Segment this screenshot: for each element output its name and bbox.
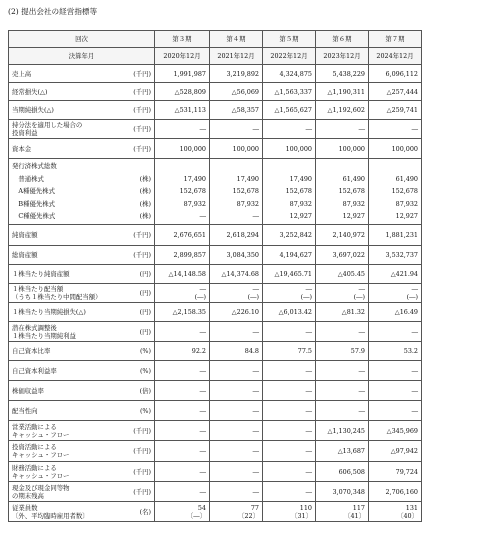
value-line: (―) [247, 293, 259, 301]
table-row [9, 159, 422, 225]
table-row [9, 265, 422, 284]
value-cell: ― [369, 381, 422, 401]
value-cell: 6,096,112 [369, 65, 422, 83]
value-cell: 100,000 [263, 139, 316, 159]
row-unit: (円) [119, 284, 155, 303]
value-cell [155, 159, 210, 225]
value-cell: △1,190,311 [316, 83, 369, 101]
row-label [9, 303, 119, 322]
value-cell: △97,942 [369, 441, 422, 462]
value-cell: 100,000 [155, 139, 210, 159]
row-label-line: 経常損失(△) [12, 87, 48, 96]
value-line: 77 [250, 503, 259, 512]
row-label-line: 当期純損失(△) [12, 106, 54, 114]
value-line: ― [199, 285, 206, 293]
value-cell [316, 502, 369, 522]
row-unit-line: (株) [139, 187, 151, 196]
row-label-line: の期末残高 [12, 491, 44, 500]
value-cell: ― [210, 421, 263, 441]
value-cell: ― [210, 482, 263, 502]
table-row [9, 303, 422, 322]
value-cell: ― [369, 401, 422, 421]
value-cell: ― [210, 322, 263, 342]
value-cell: ― [369, 322, 422, 342]
value-cell: ― [155, 361, 210, 381]
row-label-line: 株価収益率 [12, 386, 44, 395]
row-unit-line [121, 160, 152, 173]
value-cell: ― [155, 120, 210, 139]
value-cell: ― [155, 322, 210, 342]
value-line: 〔41〕 [344, 511, 365, 520]
row-label-line: B種優先株式 [12, 199, 56, 208]
value-cell: 79,724 [369, 462, 422, 482]
value-cell: ― [263, 421, 316, 441]
row-unit [119, 159, 155, 225]
row-label-line: 自己資本比率 [12, 347, 51, 355]
row-unit: (名) [119, 502, 155, 522]
row-unit: (千円) [119, 65, 155, 83]
value-line: 61,490 [342, 174, 365, 183]
row-label [9, 265, 119, 284]
value-line: 87,932 [289, 199, 312, 208]
table-row [9, 284, 422, 303]
table-row [9, 246, 422, 265]
value-line: 87,932 [183, 199, 206, 208]
value-cell: ― [263, 401, 316, 421]
row-label [9, 381, 119, 401]
header-period: 第６期 [316, 31, 369, 48]
header-period: 第３期 [155, 31, 210, 48]
header-period: 第７期 [369, 31, 422, 48]
header-period: 第５期 [263, 31, 316, 48]
value-line: 152,678 [179, 187, 206, 196]
row-label-line: 投資利益 [12, 129, 38, 137]
row-label [9, 441, 119, 462]
value-cell: ― [210, 401, 263, 421]
row-label [9, 139, 119, 159]
row-unit: (円) [119, 303, 155, 322]
header-fiscal-year: 2020年12月 [155, 48, 210, 65]
value-line: 152,678 [391, 187, 418, 196]
value-cell: 77.5 [263, 342, 316, 361]
value-cell: 53.2 [369, 342, 422, 361]
row-unit: (千円) [119, 246, 155, 265]
header-fiscal-year: 2022年12月 [263, 48, 316, 65]
table-row [9, 462, 422, 482]
header-label-period: 回次 [9, 31, 155, 48]
row-label-line: 純資産額 [12, 231, 38, 239]
value-cell: △226.10 [210, 303, 263, 322]
row-label-line: 総資産額 [12, 251, 38, 259]
row-unit: (千円) [119, 482, 155, 502]
value-cell: ― [263, 441, 316, 462]
row-label-line: 発行済株式総数 [12, 162, 57, 171]
value-line: 87,932 [395, 199, 418, 208]
value-cell: △345,969 [369, 421, 422, 441]
value-line: (―) [406, 293, 418, 301]
value-cell: ― [155, 401, 210, 421]
value-cell: ― [210, 462, 263, 482]
row-label-line: 従業員数 [12, 503, 38, 512]
value-cell: 3,070,348 [316, 482, 369, 502]
value-cell: 2,899,857 [155, 246, 210, 265]
table-row [9, 342, 422, 361]
row-label-line: キャッシュ・フロー [12, 471, 70, 480]
value-cell: 5,438,229 [316, 65, 369, 83]
value-cell: ― [369, 361, 422, 381]
row-unit: (%) [119, 361, 155, 381]
value-cell: △19,465.71 [263, 265, 316, 284]
header-period: 第４期 [210, 31, 263, 48]
value-line: ― [252, 212, 259, 221]
value-cell [369, 284, 422, 303]
row-unit: (千円) [119, 225, 155, 246]
value-cell: 4,324,875 [263, 65, 316, 83]
value-cell [263, 159, 316, 225]
row-label-line: １株当たり配当額 [12, 285, 64, 293]
value-cell: 2,618,294 [210, 225, 263, 246]
financial-indicators-table [8, 30, 422, 522]
value-line: 54 [197, 503, 206, 512]
value-cell: ― [210, 441, 263, 462]
table-row [9, 421, 422, 441]
value-line: 〔―〕 [186, 511, 206, 520]
value-cell: ― [155, 462, 210, 482]
value-cell: 3,252,842 [263, 225, 316, 246]
row-label-line: 配当性向 [12, 406, 38, 415]
value-line [265, 160, 312, 173]
value-cell: △2,158.35 [155, 303, 210, 322]
value-cell [263, 284, 316, 303]
value-cell: 606,508 [316, 462, 369, 482]
value-cell [369, 159, 422, 225]
value-cell: △528,809 [155, 83, 210, 101]
value-line: 117 [352, 503, 365, 512]
value-line: (―) [194, 293, 206, 301]
value-line: ― [411, 285, 418, 293]
table-row [9, 361, 422, 381]
value-cell: 100,000 [210, 139, 263, 159]
row-label-line: 潜在株式調整後 [12, 323, 57, 332]
row-label-line: 〔外、平均臨時雇用者数〕 [12, 511, 89, 520]
value-cell: △257,444 [369, 83, 422, 101]
row-label-line: キャッシュ・フロー [12, 451, 70, 459]
value-cell: △405.45 [316, 265, 369, 284]
table-row [9, 441, 422, 462]
row-unit: (千円) [119, 120, 155, 139]
value-cell: △1,563,337 [263, 83, 316, 101]
value-cell: 100,000 [316, 139, 369, 159]
value-cell: ― [210, 361, 263, 381]
value-cell: ― [155, 421, 210, 441]
row-unit: (%) [119, 401, 155, 421]
value-cell: △6,013.42 [263, 303, 316, 322]
value-cell: △531,113 [155, 101, 210, 120]
header-fiscal-year: 2024年12月 [369, 48, 422, 65]
value-line: 61,490 [395, 174, 418, 183]
value-cell: 2,706,160 [369, 482, 422, 502]
value-line: 〔22〕 [238, 511, 259, 520]
value-line: (―) [353, 293, 365, 301]
row-label [9, 421, 119, 441]
value-line: 〔40〕 [397, 511, 418, 520]
value-line [371, 160, 418, 173]
value-cell: 57.9 [316, 342, 369, 361]
value-cell: 1,881,231 [369, 225, 422, 246]
value-line: 152,678 [338, 187, 365, 196]
value-cell: ― [263, 482, 316, 502]
value-line: ― [358, 285, 365, 293]
value-line: 〔31〕 [291, 511, 312, 520]
value-cell: ― [263, 120, 316, 139]
value-line: 152,678 [285, 187, 312, 196]
row-unit: (千円) [119, 441, 155, 462]
value-cell [263, 502, 316, 522]
value-cell [316, 159, 369, 225]
table-row [9, 139, 422, 159]
value-cell [210, 284, 263, 303]
row-label-line: １株当たり当期純損失(△) [12, 308, 86, 316]
value-line [212, 160, 259, 173]
row-label-line: １株当たり当期純利益 [12, 331, 76, 340]
header-fiscal-year: 2023年12月 [316, 48, 369, 65]
value-line [318, 160, 365, 173]
row-label [9, 322, 119, 342]
value-cell: ― [155, 441, 210, 462]
value-cell: ― [210, 120, 263, 139]
row-label-line: １株当たり純資産額 [12, 270, 70, 278]
row-unit-line: (株) [139, 212, 151, 221]
value-line: 12,927 [342, 212, 365, 221]
row-unit-line: (株) [139, 174, 151, 183]
value-cell: △259,741 [369, 101, 422, 120]
value-line: 110 [299, 503, 312, 512]
header-row-fiscal-year [9, 48, 422, 65]
row-unit: (千円) [119, 139, 155, 159]
row-label [9, 401, 119, 421]
value-cell: ― [263, 361, 316, 381]
value-line: 12,927 [395, 212, 418, 221]
row-label-line: C種優先株式 [12, 212, 56, 221]
value-cell: △16.49 [369, 303, 422, 322]
value-cell: 1,991,987 [155, 65, 210, 83]
value-cell [210, 502, 263, 522]
value-cell: 2,676,651 [155, 225, 210, 246]
value-line: ― [252, 285, 259, 293]
value-line: (―) [300, 293, 312, 301]
value-cell: ― [316, 381, 369, 401]
table-row [9, 225, 422, 246]
row-label-line: 普通株式 [12, 174, 44, 183]
row-label [9, 83, 119, 101]
row-unit-line: (株) [139, 199, 151, 208]
value-cell [210, 159, 263, 225]
row-label [9, 246, 119, 265]
row-unit: (%) [119, 342, 155, 361]
row-label [9, 101, 119, 120]
value-line: 17,490 [183, 174, 206, 183]
table-row [9, 502, 422, 522]
row-unit: (円) [119, 265, 155, 284]
value-cell: △421.94 [369, 265, 422, 284]
value-cell: 2,140,972 [316, 225, 369, 246]
value-cell: △1,565,627 [263, 101, 316, 120]
value-cell: 3,084,350 [210, 246, 263, 265]
row-unit: (千円) [119, 101, 155, 120]
row-label-line: （うち１株当たり中間配当額） [12, 293, 102, 301]
row-label-line: 現金及び現金同等物 [12, 483, 70, 492]
row-label [9, 159, 119, 225]
table-row [9, 120, 422, 139]
value-cell [369, 502, 422, 522]
row-label-line: 資本金 [12, 144, 32, 153]
table-row [9, 101, 422, 120]
table-row [9, 65, 422, 83]
value-cell [316, 284, 369, 303]
value-cell: △1,130,245 [316, 421, 369, 441]
row-label [9, 120, 119, 139]
value-line: 87,932 [342, 199, 365, 208]
row-label [9, 65, 119, 83]
value-cell: ― [316, 322, 369, 342]
row-unit: (千円) [119, 421, 155, 441]
value-cell: 3,219,892 [210, 65, 263, 83]
value-cell: △58,357 [210, 101, 263, 120]
row-label-line: 財務活動による [12, 463, 57, 472]
row-unit: (倍) [119, 381, 155, 401]
row-label-line: 営業活動による [12, 422, 57, 431]
value-line: ― [305, 285, 312, 293]
value-cell: ― [316, 361, 369, 381]
value-cell: 84.8 [210, 342, 263, 361]
value-cell: ― [263, 322, 316, 342]
value-cell: ― [369, 120, 422, 139]
value-cell: △13,687 [316, 441, 369, 462]
value-cell [155, 502, 210, 522]
row-label [9, 482, 119, 502]
value-line: 12,927 [289, 212, 312, 221]
value-cell: 100,000 [369, 139, 422, 159]
row-label [9, 502, 119, 522]
table-row [9, 381, 422, 401]
row-label [9, 342, 119, 361]
row-label-line: 売上高 [12, 69, 32, 78]
row-unit: (円) [119, 322, 155, 342]
value-line: 131 [405, 503, 418, 512]
header-row-period [9, 31, 422, 48]
value-line: 87,932 [236, 199, 259, 208]
value-line: 17,490 [289, 174, 312, 183]
value-cell: ― [263, 462, 316, 482]
row-label-line: 持分法を適用した場合の [12, 121, 83, 129]
value-cell: ― [263, 381, 316, 401]
row-label-line: A種優先株式 [12, 187, 55, 196]
row-label-line: 投資活動による [12, 443, 57, 451]
row-label [9, 284, 119, 303]
value-cell: △56,069 [210, 83, 263, 101]
value-cell: 3,532,737 [369, 246, 422, 265]
value-cell: ― [155, 482, 210, 502]
value-line: 152,678 [232, 187, 259, 196]
table-row [9, 322, 422, 342]
header-fiscal-year: 2021年12月 [210, 48, 263, 65]
value-line [157, 160, 206, 173]
value-cell: ― [316, 120, 369, 139]
table-row [9, 83, 422, 101]
value-cell: △1,192,602 [316, 101, 369, 120]
row-label [9, 225, 119, 246]
value-cell: ― [316, 401, 369, 421]
row-unit: (千円) [119, 462, 155, 482]
row-label-line: キャッシュ・フロー [12, 430, 70, 439]
table-row [9, 482, 422, 502]
value-cell: 92.2 [155, 342, 210, 361]
value-line: 17,490 [236, 174, 259, 183]
value-cell: △14,148.58 [155, 265, 210, 284]
row-label [9, 462, 119, 482]
value-cell [155, 284, 210, 303]
value-cell: 3,697,022 [316, 246, 369, 265]
table-row [9, 401, 422, 421]
value-cell: 4,194,627 [263, 246, 316, 265]
header-label-fiscal-year: 決算年月 [9, 48, 155, 65]
value-cell: △14,374.68 [210, 265, 263, 284]
value-line: ― [199, 212, 206, 221]
row-label-line: 自己資本利益率 [12, 366, 57, 375]
row-unit: (千円) [119, 83, 155, 101]
row-label [9, 361, 119, 381]
value-cell: △81.32 [316, 303, 369, 322]
value-cell: ― [155, 381, 210, 401]
page-title: (2) 提出会社の経営指標等 [8, 7, 98, 16]
value-cell: ― [210, 381, 263, 401]
